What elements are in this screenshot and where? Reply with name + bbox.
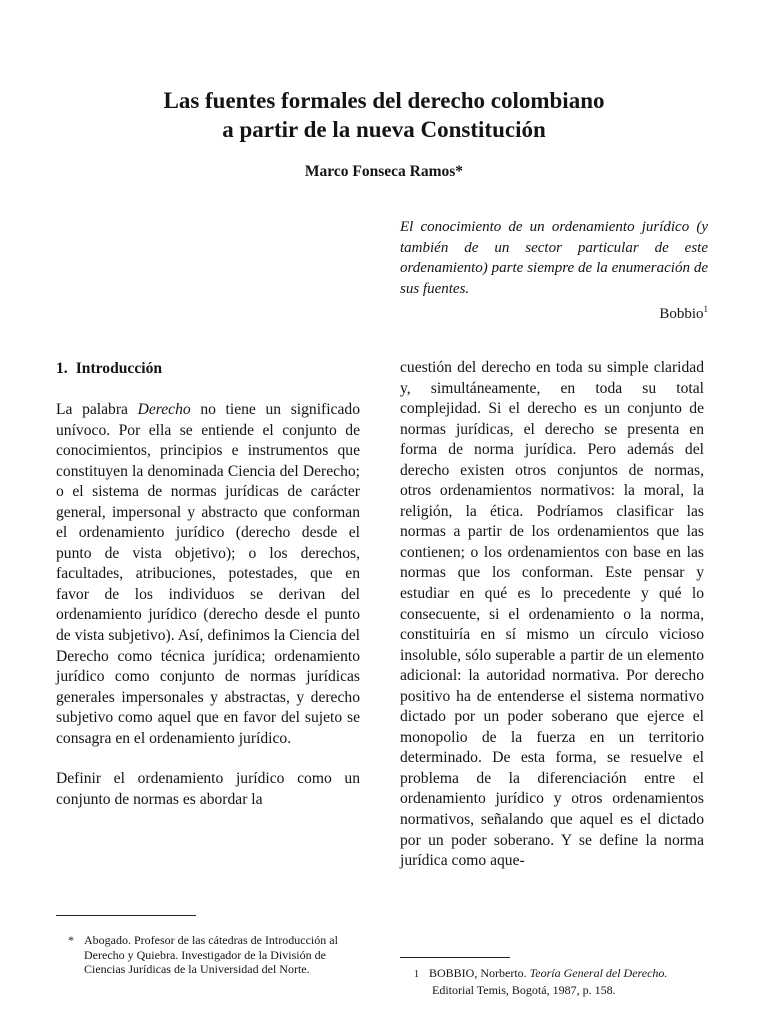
footnote-author-mark: * [68, 933, 74, 947]
epigraph [400, 217, 708, 325]
right-column [400, 358, 704, 872]
paragraph-1-italic-term: Derecho [137, 401, 191, 418]
left-column [56, 358, 360, 830]
footnote-author-body [56, 933, 364, 977]
paragraph-1 [56, 400, 360, 749]
footnote-1-publisher: Editorial Temis, Bogotá, 1987, p. 158. [432, 982, 616, 997]
section-title: Introducción [75, 360, 163, 377]
footnote-separator-right [400, 957, 510, 958]
footnote-1-work-title: Teoría General del Derecho. [529, 966, 668, 980]
section-heading [56, 358, 360, 380]
paragraph-1-start: La palabra [56, 401, 138, 418]
footnote-1-body [400, 966, 708, 997]
footnote-separator-left [56, 915, 196, 916]
section-number: 1. [56, 360, 68, 377]
paragraph-1-rest: no tiene un significado unívoco. Por ella se entiende el conjunto de conocimientos, principios e instrumentos que constituyen la denominada Ciencia del Derecho; o el sistema de normas jurídicas de carácter general, impersonal y abstracto que conforman el ordenamiento jurídico (derecho desde el punto de vista objetivo); o los derechos, facultades, atribuciones, potestades, que en favor de los individuos se derivan del ordenamiento jurídico (derecho desde el punto de vista subjetivo). Así, definimos la Ciencia del Derecho como técnica jurídica; ordenamiento jurídico como conjunto de normas jurídicas generales impersonales y abstractas, y derecho subjetivo como aquel que en favor del sujeto se consagra en el ordenamiento jurídico. [56, 401, 360, 747]
footnote-author-text: Abogado. Profesor de las cátedras de Introducción al Derecho y Quiebra. Investigador de la División de Ciencias Jurídicas de la Universidad del Norte. [84, 933, 338, 976]
author-name: Marco Fonseca Ramos* [304, 163, 464, 180]
title-line-2: a partir de la nueva Constitución [222, 117, 546, 142]
epigraph-attribution [400, 299, 708, 325]
epigraph-text: El conocimiento de un ordenamiento jurídico (y también de un sector particular de este ordenamiento) parte siempre de la enumeración de sus fuentes. [400, 219, 708, 297]
paragraph-2: Definir el ordenamiento jurídico como un conjunto de normas es abordar la [56, 770, 360, 808]
article-title [40, 86, 728, 144]
footnote-author [56, 933, 364, 977]
paragraph-3: cuestión del derecho en toda su simple claridad y, simultáneamente, en toda su total complejidad. Si el derecho es un conjunto de normas jurídicas, el derecho se presenta en forma de norma jurídica. Pero además del derecho existen otros conjuntos de normas, otros ordenamientos normativos: la moral, la religión, la ética. Podríamos clasificar las normas a partir de los ordenamientos que las contienen; o los ordenamientos con base en las normas que los conforman. Este pensar y estudiar en qué es lo precedente y qué lo consecuente, si el ordenamiento o la norma, constituiría en sí mismo un círculo vicioso insoluble, sólo superable a partir de un elemento adicional: la autoridad normativa. Por derecho positivo ha de entenderse el sistema normativo dictado por un poder soberano que ejerce el monopolio de la fuerza en un territorio determinado. De esta forma, se resuelve el problema de la diferenciación entre el ordenamiento jurídico y otros ordenamientos normativos, señalando que aquel es el dictado por un poder soberano. Y se define la norma jurídica como aque- [400, 359, 704, 870]
title-line-1: Las fuentes formales del derecho colombiano [163, 88, 605, 113]
epigraph-footnote-mark: 1 [703, 304, 708, 314]
footnote-1-author: BOBBIO, Norberto. [429, 966, 530, 980]
epigraph-author: Bobbio [659, 306, 704, 322]
footnote-1-mark: 1 [414, 969, 419, 980]
footnote-1 [400, 966, 708, 997]
